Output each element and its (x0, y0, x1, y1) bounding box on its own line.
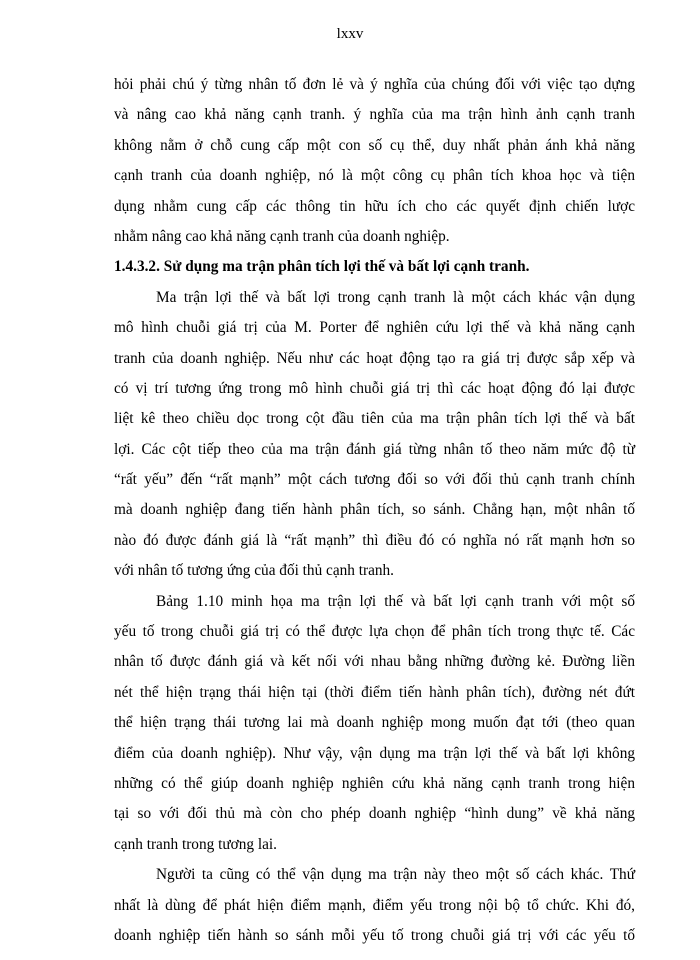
body-text (114, 70, 635, 951)
paragraph-4 (114, 860, 635, 951)
text-line: Bảng 1.10 minh họa ma trận lợi thế và bất lợi cạnh tranh với một số (156, 592, 635, 610)
text-line: những có thể giúp doanh nghiệp nghiên cứu khả năng cạnh tranh trong hiện (114, 774, 635, 792)
paragraph-2 (114, 283, 635, 587)
text-line: thể hiện trạng thái tương lai mà doanh nghiệp mong muốn đạt tới (theo quan (114, 714, 635, 732)
text-line: dụng nhằm cung cấp các thông tin hữu ích cho các quyết định chiến lược (114, 197, 635, 215)
text-line: tại so với đối thủ mà còn cho phép doanh nghiệp “hình dung” về khả năng (114, 805, 635, 823)
text-line: nhất là dùng để phát hiện điểm mạnh, điểm yếu trong nội bộ tổ chức. Khi đó, (114, 896, 635, 914)
text-line: mà doanh nghiệp đang tiến hành phân tích, so sánh. Chẳng hạn, một nhân tố (114, 501, 635, 519)
text-line: doanh nghiệp tiến hành so sánh mỗi yếu tố trong chuỗi giá trị với các yếu tố (114, 926, 635, 944)
text-line: nhân tố được đánh giá và kết nối với nhau bằng những đường kẻ. Đường liền (114, 653, 635, 671)
text-line: nào đó được đánh giá là “rất mạnh” thì điều đó có nghĩa nó rất mạnh hơn so (114, 531, 635, 549)
paragraph-3 (114, 587, 635, 861)
text-line: mô hình chuỗi giá trị của M. Porter để nghiên cứu lợi thế và khả năng cạnh (114, 319, 635, 337)
text-line: yếu tố trong chuỗi giá trị có thể được lựa chọn để phân tích trong thực tế. Các (114, 623, 635, 641)
text-line: nét thể hiện trạng thái hiện tại (thời điểm tiến hành phân tích), đường nét đứt (114, 683, 635, 701)
text-line: cạnh tranh trong tương lai. (114, 835, 277, 853)
text-line: Người ta cũng có thể vận dụng ma trận này theo một số cách khác. Thứ (156, 866, 635, 884)
text-line: nhằm nâng cao khả năng cạnh tranh của doanh nghiệp. (114, 227, 450, 245)
text-line: Ma trận lợi thế và bất lợi trong cạnh tranh là một cách khác vận dụng (156, 288, 635, 306)
text-line: cạnh tranh của doanh nghiệp, nó là một công cụ phân tích khoa học và tiện (114, 167, 635, 185)
page-number: lxxv (336, 26, 364, 42)
text-line: hỏi phải chú ý từng nhân tố đơn lẻ và ý nghĩa của chúng đối với việc tạo dựng (114, 76, 635, 93)
text-line: “rất yếu” đến “rất mạnh” một cách tương đối so với đối thủ cạnh tranh chính (114, 471, 635, 489)
text-line: lợi. Các cột tiếp theo của ma trận đánh giá từng nhân tố theo năm mức độ từ (114, 440, 635, 458)
text-line: tranh của doanh nghiệp. Nếu như các hoạt động tạo ra giá trị được sắp xếp và (114, 349, 635, 367)
text-line: điểm của doanh nghiệp). Như vậy, vận dụng ma trận lợi thế và bất lợi không (114, 744, 635, 762)
text-line: có vị trí tương ứng trong mô hình chuỗi giá trị thì các hoạt động đó lại được (114, 379, 635, 397)
text-line: với nhân tố tương ứng của đối thủ cạnh tranh. (114, 562, 395, 580)
paragraph-1 (114, 70, 635, 252)
section-heading: 1.4.3.2. Sử dụng ma trận phân tích lợi thế và bất lợi cạnh tranh. (114, 258, 530, 276)
text-line: không nằm ở chỗ cung cấp một con số cụ thể, duy nhất phản ánh khả năng (114, 136, 635, 154)
text-line: liệt kê theo chiều dọc trong cột đầu tiên của ma trận phân tích lợi thế và bất (114, 410, 635, 428)
text-line: và nâng cao khả năng cạnh tranh. ý nghĩa của ma trận hình ảnh cạnh tranh (114, 106, 635, 124)
